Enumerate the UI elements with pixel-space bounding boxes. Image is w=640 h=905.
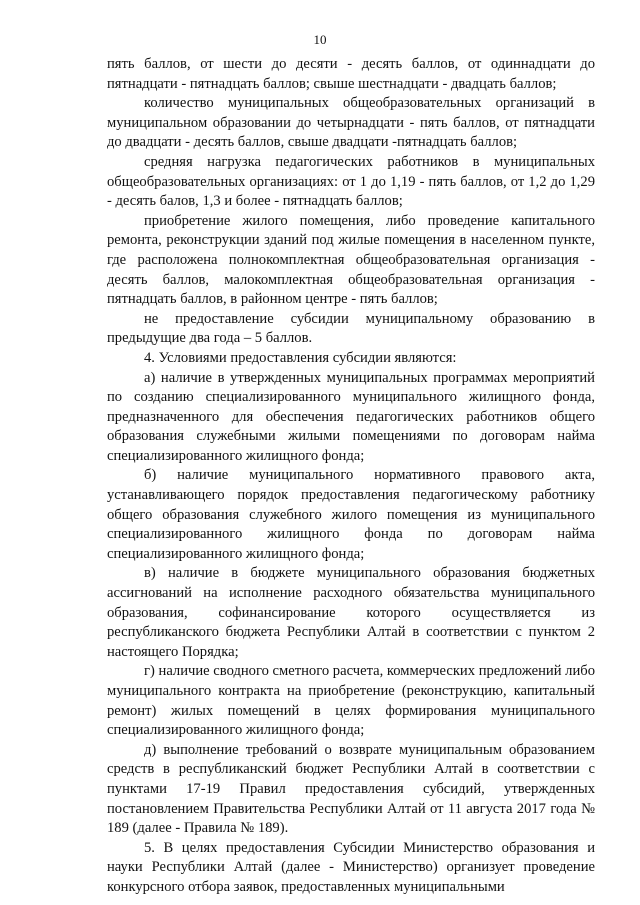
- paragraph-criterion-housing-acquisition: приобретение жилого помещения, либо проведение капитального ремонта, реконструкции зданий под жилые помещения в населенном пункте, где расположена полнокомплектная общеобразовательная организация - десять баллов, малокомплектная общеобразовательная организация - пятнадцать баллов, в районном центре - пять баллов;: [107, 212, 595, 308]
- paragraph-section-5: 5. В целях предоставления Субсидии Министерство образования и науки Республики Алтай (далее - Министерство) организует проведение конкурсного отбора заявок, предоставленных муниципальными: [107, 839, 595, 895]
- paragraph-condition-v: в) наличие в бюджете муниципального образования бюджетных ассигнований на исполнение расходного обязательства муниципального образования, софинансирование которого осуществляется из республиканского бюджета Республики Алтай в соответствии с пунктом 2 настоящего Порядка;: [107, 565, 595, 660]
- page-number: 10: [313, 32, 327, 47]
- paragraph-section-4-heading: 4. Условиями предоставления субсидии являются:: [144, 349, 457, 366]
- paragraph-criterion-teacher-workload: средняя нагрузка педагогических работников в муниципальных общеобразовательных организациях: от 1 до 1,19 - пять баллов, от 1,2 до 1,29 - десять балов, 1,3 и более - пятнадцать баллов;: [107, 153, 595, 210]
- paragraph-condition-b: б) наличие муниципального нормативного правового акта, устанавливающего порядок предоставления педагогическому работнику общего образования служебного жилого помещения из муниципального специализированного жилищного фонда по договорам найма специализированного жилищного фонда;: [107, 467, 595, 562]
- paragraph-criterion-organizations-count: количество муниципальных общеобразовательных организаций в муниципальном образовании до четырнадцати - пять баллов, от пятнадцати до двадцати - десять баллов, свыше двадцати -пятнадцать баллов;: [107, 95, 595, 151]
- paragraph-condition-d: д) выполнение требований о возврате муниципальным образованием средств в республиканский бюджет Республики Алтай в соответствии с пунктами 17-19 Правил предоставления субсидий, утвержденных постановлением Правительства Республики Алтай от 11 августа 2017 года № 189 (далее - Правила № 189).: [107, 741, 595, 837]
- paragraph-condition-g: г) наличие сводного сметного расчета, коммерческих предложений либо муниципального контракта на приобретение (реконструкцию, капитальный ремонт) жилых помещений в целях формирования муниципального специализированного жилищного фонда;: [107, 663, 595, 739]
- paragraph-condition-a: а) наличие в утвержденных муниципальных программах мероприятий по созданию специализированного муниципального жилищного фонда, предназначенного для обеспечения педагогических работников общего образования служебными жилыми помещениями по договорам найма специализированного жилищного фонда;: [107, 369, 595, 464]
- paragraph-score-ranges-continued: пять баллов, от шести до десяти - десять баллов, от одиннадцати до пятнадцати - пятнадцать баллов; свыше шестнадцати - двадцать баллов;: [107, 56, 595, 92]
- document-body: [107, 55, 595, 898]
- paragraph-criterion-no-previous-subsidy: не предоставление субсидии муниципальному образованию в предыдущие два года – 5 баллов.: [107, 310, 595, 347]
